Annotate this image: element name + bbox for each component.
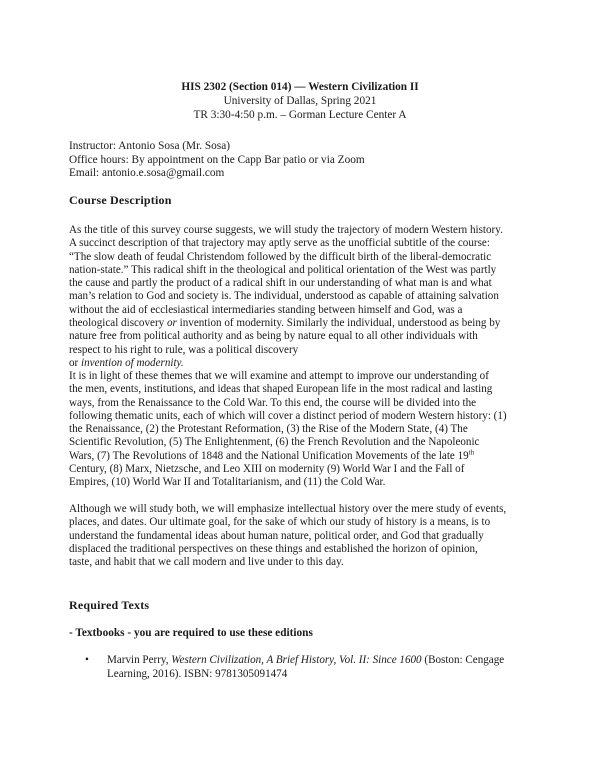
text-line: [69, 317, 539, 330]
text-line: without the aid of ecclesiastical intermediaries standing between himself and God, was a: [69, 303, 463, 316]
university-line: University of Dallas, Spring 2021: [223, 95, 377, 107]
text-segment: Wars, (7) The Revolutions of 1848 and the National Unification Movements of the late 19: [69, 449, 469, 462]
text-line: As the title of this survey course suggests, we will study the trajectory of modern Western history.: [69, 224, 503, 236]
text-line: man’s relation to God and society is. The individual, understood as capable of attaining salvation: [69, 290, 499, 303]
text-line: [69, 450, 539, 463]
text-line: respect to his right to rule, was a political discovery: [69, 343, 299, 356]
text-line: places, and dates. Our ultimate goal, for the sake of which our study of history is a means, is to: [69, 516, 491, 529]
book-title: Western Civilization, A Brief History, Vol. II: Since 1600: [171, 654, 422, 666]
description-paragraph-3: [69, 503, 539, 569]
course-description-heading: Course Description: [69, 193, 172, 207]
course-title: HIS 2302 (Section 014) — Western Civilization II: [181, 81, 419, 93]
instructor-email: Email: antonio.e.sosa@gmail.com: [69, 167, 225, 179]
text-line: Empires, (10) World War II and Totalitarianism, and (11) the Cold War.: [69, 476, 386, 489]
description-paragraph-2: [69, 370, 539, 490]
book-author: Marvin Perry,: [107, 654, 169, 666]
text-segment: or: [69, 356, 79, 369]
text-line: following thematic units, each of which will cover a distinct period of modern Western history: (1): [69, 409, 507, 422]
text-line: A succinct description of that trajectory may aptly serve as the unofficial subtitle of the course:: [69, 237, 490, 250]
text-segment: invention of modernity. Similarly the individual, understood as being by: [179, 317, 501, 330]
schedule-line: TR 3:30-4:50 p.m. – Gorman Lecture Center A: [193, 109, 407, 121]
text-segment: theological discovery: [69, 317, 165, 330]
emphasis-or: invention of modernity.: [81, 356, 184, 369]
text-line: Century, (8) Marx, Nietzsche, and Leo XIII on modernity (9) World War I and the Fall of: [69, 463, 465, 476]
text-line: [69, 357, 539, 370]
text-line: understand the fundamental ideas about human nature, political order, and God that gradually: [69, 529, 484, 542]
book-publisher: (Boston: Cengage: [424, 654, 505, 666]
text-line: nature free from political authority and as being by nature equal to all other individuals with: [69, 330, 478, 343]
text-line: “The slow death of feudal Christendom followed by the difficult birth of the liberal-democratic: [69, 250, 492, 263]
text-line: Although we will study both, we will emphasize intellectual history over the mere study of events,: [69, 503, 507, 515]
text-line: the cause and partly the product of a radical shift in our understanding of what man is and what: [69, 277, 492, 290]
text-line: displaced the traditional perspectives on these things and established the horizon of opinion,: [69, 542, 478, 555]
text-line: taste, and habit that we call modern and live under to this day.: [69, 556, 344, 569]
emphasis-or: or: [166, 317, 177, 330]
required-texts-heading: Required Texts: [69, 598, 150, 612]
text-line: ways, from the Renaissance to the Cold War. To this end, the course will be divided into the: [69, 396, 477, 409]
description-paragraph-1: [69, 224, 539, 370]
course-header: [0, 80, 600, 122]
text-line: the men, events, institutions, and ideas that shaped European life in the most radical and lasting: [69, 383, 493, 396]
text-line: the Renaissance, (2) the Protestant Reformation, (3) the Rise of the Modern State, (4) The: [69, 423, 468, 436]
text-line: It is in light of these themes that we will examine and attempt to improve our understanding of: [69, 370, 489, 382]
office-hours: Office hours: By appointment on the Capp Bar patio or via Zoom: [69, 153, 365, 166]
book-citation: [107, 653, 537, 681]
bullet-icon: •: [85, 654, 89, 666]
textbooks-subheading: - Textbooks - you are required to use these editions: [69, 627, 313, 639]
text-line: nation-state.” This radical shift in the theological and political orientation of the West was partly: [69, 263, 497, 276]
text-line: Scientific Revolution, (5) The Enlightenment, (6) the French Revolution and the Napoleonic: [69, 436, 480, 449]
instructor-info: [69, 140, 365, 181]
superscript-th: th: [468, 448, 475, 457]
book-isbn: Learning, 2016). ISBN: 9781305091474: [107, 668, 288, 680]
instructor-name: Instructor: Antonio Sosa (Mr. Sosa): [69, 140, 230, 152]
